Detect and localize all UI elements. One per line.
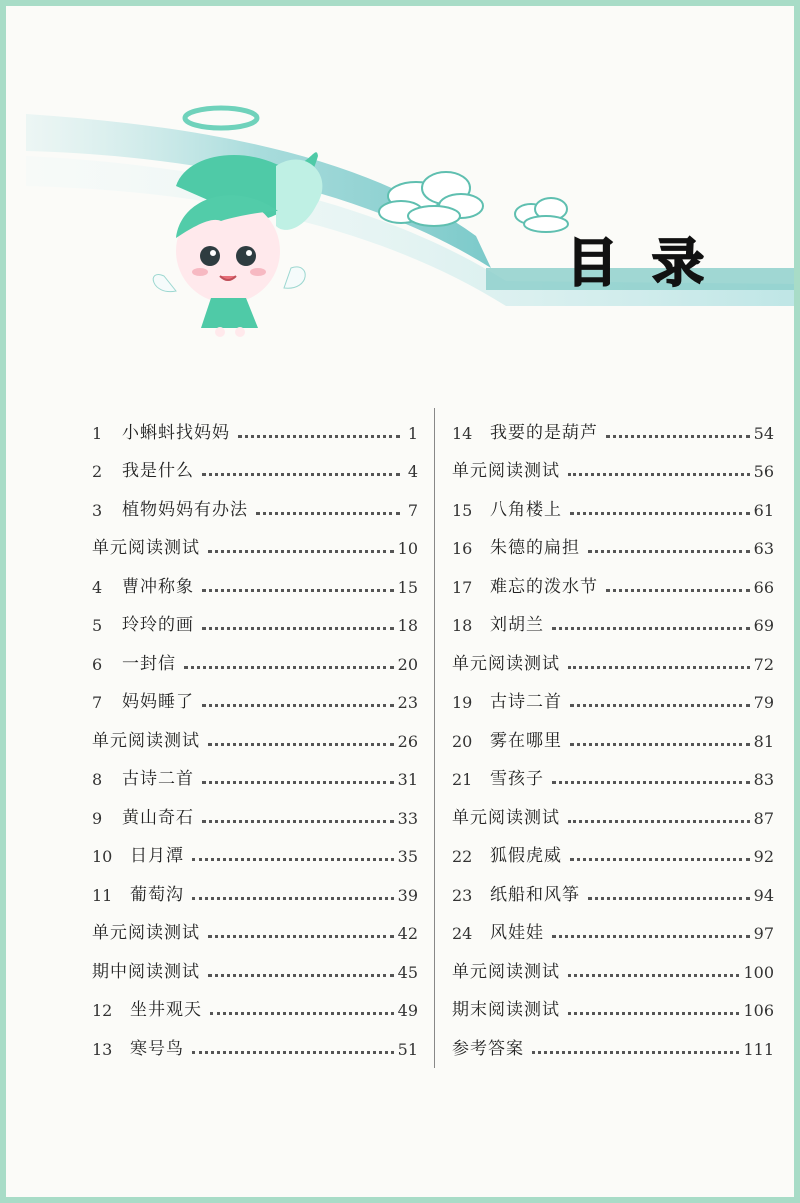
entry-number: 10 bbox=[92, 847, 113, 866]
entry-page: 39 bbox=[397, 885, 418, 905]
toc-left-column bbox=[92, 404, 418, 1059]
entry-page: 81 bbox=[753, 731, 774, 751]
entry-title: 黄山奇石 bbox=[122, 807, 194, 828]
entry-number: 20 bbox=[452, 731, 473, 751]
toc-entry[interactable] bbox=[452, 789, 774, 828]
entry-title: 风娃娃 bbox=[490, 923, 544, 943]
page-title bbox=[566, 232, 726, 296]
entry-title: 单元阅读测试 bbox=[92, 538, 200, 558]
cloud-icon bbox=[515, 198, 568, 232]
toc-entry[interactable] bbox=[452, 866, 774, 905]
dot-leader bbox=[202, 704, 394, 707]
toc-entry[interactable] bbox=[452, 520, 774, 559]
entry-page: 26 bbox=[397, 731, 418, 751]
dot-leader bbox=[192, 858, 394, 861]
entry-page: 35 bbox=[397, 847, 418, 866]
entry-page: 15 bbox=[397, 577, 418, 597]
entry-title: 我是什么 bbox=[122, 461, 194, 481]
entry-page: 54 bbox=[753, 423, 774, 443]
entry-page: 87 bbox=[753, 808, 774, 828]
toc-entry[interactable] bbox=[452, 982, 774, 1021]
toc-entry[interactable] bbox=[92, 1020, 418, 1059]
entry-title: 期末阅读测试 bbox=[452, 1000, 560, 1020]
entry-title: 雪孩子 bbox=[490, 769, 544, 789]
entry-title: 植物妈妈有办法 bbox=[122, 499, 248, 520]
entry-number: 11 bbox=[92, 885, 113, 905]
entry-number: 8 bbox=[92, 770, 103, 789]
entry-page: 4 bbox=[407, 462, 418, 481]
entry-title: 朱德的扁担 bbox=[490, 538, 580, 558]
toc-entry[interactable] bbox=[452, 443, 774, 482]
dot-leader bbox=[202, 781, 394, 784]
toc-entry[interactable] bbox=[92, 674, 418, 713]
entry-number: 4 bbox=[92, 577, 103, 597]
entry-page: 66 bbox=[753, 577, 774, 597]
entry-number: 24 bbox=[452, 924, 473, 943]
entry-title: 雾在哪里 bbox=[490, 730, 562, 751]
toc-entry[interactable] bbox=[92, 635, 418, 674]
toc-entry[interactable] bbox=[452, 404, 774, 443]
entry-page: 72 bbox=[753, 654, 774, 674]
toc-entry[interactable] bbox=[452, 905, 774, 944]
toc-entry[interactable] bbox=[452, 828, 774, 867]
toc-entry[interactable] bbox=[92, 597, 418, 636]
header-illustration bbox=[6, 6, 794, 386]
dot-leader bbox=[192, 1051, 394, 1054]
entry-page: 51 bbox=[397, 1039, 418, 1059]
entry-page: 63 bbox=[753, 539, 774, 558]
title-char: 录 bbox=[652, 234, 705, 294]
dot-leader bbox=[606, 589, 750, 592]
entry-title: 曹冲称象 bbox=[122, 576, 194, 597]
entry-page: 106 bbox=[743, 1001, 774, 1020]
entry-page: 31 bbox=[397, 770, 418, 789]
entry-title: 寒号鸟 bbox=[130, 1038, 184, 1059]
dot-leader bbox=[208, 550, 394, 553]
entry-number: 1 bbox=[92, 423, 103, 443]
entry-title: 期中阅读测试 bbox=[92, 961, 200, 982]
entry-number: 19 bbox=[452, 693, 473, 712]
entry-page: 33 bbox=[397, 808, 418, 828]
entry-title: 单元阅读测试 bbox=[452, 461, 560, 481]
dot-leader bbox=[532, 1051, 739, 1054]
toc-entry[interactable] bbox=[92, 943, 418, 982]
entry-title: 单元阅读测试 bbox=[452, 653, 560, 674]
title-char: 目 bbox=[566, 234, 619, 294]
entry-page: 79 bbox=[753, 693, 774, 712]
dot-leader bbox=[184, 666, 394, 669]
toc-entry[interactable] bbox=[452, 712, 774, 751]
entry-number: 14 bbox=[452, 423, 473, 443]
toc-entry[interactable] bbox=[452, 635, 774, 674]
column-divider bbox=[434, 408, 435, 1068]
dot-leader bbox=[568, 820, 750, 823]
entry-number: 18 bbox=[452, 616, 473, 635]
entry-number: 13 bbox=[92, 1039, 113, 1059]
entry-number: 17 bbox=[452, 577, 473, 597]
entry-number: 6 bbox=[92, 654, 103, 674]
toc-entry[interactable] bbox=[92, 828, 418, 867]
entry-title: 葡萄沟 bbox=[130, 884, 184, 905]
dot-leader bbox=[570, 704, 750, 707]
dot-leader bbox=[568, 473, 750, 476]
entry-title: 单元阅读测试 bbox=[92, 923, 200, 943]
entry-number: 22 bbox=[452, 847, 473, 866]
entry-page: 56 bbox=[753, 462, 774, 481]
entry-number: 2 bbox=[92, 462, 103, 481]
toc-entry[interactable] bbox=[452, 674, 774, 713]
entry-page: 111 bbox=[743, 1039, 774, 1059]
dot-leader bbox=[570, 743, 750, 746]
toc-entry[interactable] bbox=[92, 520, 418, 559]
entry-title: 单元阅读测试 bbox=[452, 961, 560, 982]
entry-number: 9 bbox=[92, 808, 103, 828]
entry-page: 97 bbox=[753, 924, 774, 943]
dot-leader bbox=[202, 627, 394, 630]
dot-leader bbox=[568, 666, 750, 669]
dot-leader bbox=[210, 1012, 394, 1015]
entry-page: 94 bbox=[753, 885, 774, 905]
toc-entry[interactable] bbox=[92, 789, 418, 828]
entry-number: 23 bbox=[452, 885, 473, 905]
dot-leader bbox=[570, 512, 750, 515]
dot-leader bbox=[552, 627, 750, 630]
entry-title: 坐井观天 bbox=[130, 1000, 202, 1020]
toc-entry[interactable] bbox=[452, 558, 774, 597]
dot-leader bbox=[202, 820, 394, 823]
entry-page: 69 bbox=[753, 616, 774, 635]
toc-entry[interactable] bbox=[92, 712, 418, 751]
dot-leader bbox=[208, 935, 394, 938]
entry-title: 一封信 bbox=[122, 653, 176, 674]
cloud-icon bbox=[379, 172, 483, 226]
entry-number: 7 bbox=[92, 693, 103, 712]
toc-entry[interactable] bbox=[92, 905, 418, 944]
entry-page: 42 bbox=[397, 924, 418, 943]
entry-page: 10 bbox=[397, 539, 418, 558]
dot-leader bbox=[552, 781, 750, 784]
dot-leader bbox=[552, 935, 750, 938]
dot-leader bbox=[208, 974, 394, 977]
entry-title: 难忘的泼水节 bbox=[490, 576, 598, 597]
entry-page: 1 bbox=[407, 423, 418, 443]
toc-entry[interactable] bbox=[92, 404, 418, 443]
entry-title: 纸船和风筝 bbox=[490, 884, 580, 905]
dot-leader bbox=[570, 858, 750, 861]
entry-title: 古诗二首 bbox=[122, 769, 194, 789]
dot-leader bbox=[568, 1012, 739, 1015]
entry-page: 7 bbox=[407, 500, 418, 520]
entry-page: 83 bbox=[753, 770, 774, 789]
entry-number: 15 bbox=[452, 500, 473, 520]
entry-page: 61 bbox=[753, 500, 774, 520]
entry-title: 八角楼上 bbox=[490, 499, 562, 520]
entry-number: 3 bbox=[92, 500, 103, 520]
entry-title: 妈妈睡了 bbox=[122, 692, 194, 712]
toc-entry[interactable] bbox=[92, 982, 418, 1021]
entry-title: 参考答案 bbox=[452, 1038, 524, 1059]
entry-title: 小蝌蚪找妈妈 bbox=[122, 422, 230, 443]
dot-leader bbox=[588, 897, 750, 900]
entry-page: 45 bbox=[397, 962, 418, 982]
entry-title: 狐假虎威 bbox=[490, 846, 562, 866]
entry-page: 20 bbox=[397, 654, 418, 674]
entry-number: 12 bbox=[92, 1001, 113, 1020]
dot-leader bbox=[588, 550, 750, 553]
entry-page: 100 bbox=[743, 962, 774, 982]
dot-leader bbox=[208, 743, 394, 746]
toc-entry[interactable] bbox=[92, 481, 418, 520]
dot-leader bbox=[606, 435, 750, 438]
toc-entry[interactable] bbox=[92, 443, 418, 482]
dot-leader bbox=[238, 435, 400, 438]
toc-entry[interactable] bbox=[92, 558, 418, 597]
entry-title: 日月潭 bbox=[130, 846, 184, 866]
entry-page: 23 bbox=[397, 693, 418, 712]
dot-leader bbox=[192, 897, 394, 900]
entry-title: 古诗二首 bbox=[490, 692, 562, 712]
entry-title: 玲玲的画 bbox=[122, 615, 194, 635]
entry-number: 16 bbox=[452, 539, 473, 558]
toc-entry[interactable] bbox=[92, 866, 418, 905]
entry-number: 5 bbox=[92, 616, 103, 635]
dot-leader bbox=[202, 473, 400, 476]
dot-leader bbox=[568, 974, 739, 977]
dot-leader bbox=[202, 589, 394, 592]
entry-page: 18 bbox=[397, 616, 418, 635]
entry-page: 92 bbox=[753, 847, 774, 866]
dot-leader bbox=[256, 512, 400, 515]
toc-entry[interactable] bbox=[452, 481, 774, 520]
toc-entry[interactable] bbox=[452, 943, 774, 982]
toc-entry[interactable] bbox=[452, 597, 774, 636]
toc-right-column bbox=[452, 404, 774, 1059]
entry-page: 49 bbox=[397, 1001, 418, 1020]
entry-number: 21 bbox=[452, 770, 473, 789]
entry-title: 单元阅读测试 bbox=[452, 807, 560, 828]
toc-entry[interactable] bbox=[452, 1020, 774, 1059]
toc-entry[interactable] bbox=[92, 751, 418, 790]
entry-title: 单元阅读测试 bbox=[92, 730, 200, 751]
entry-title: 刘胡兰 bbox=[490, 615, 544, 635]
toc-entry[interactable] bbox=[452, 751, 774, 790]
entry-title: 我要的是葫芦 bbox=[490, 422, 598, 443]
